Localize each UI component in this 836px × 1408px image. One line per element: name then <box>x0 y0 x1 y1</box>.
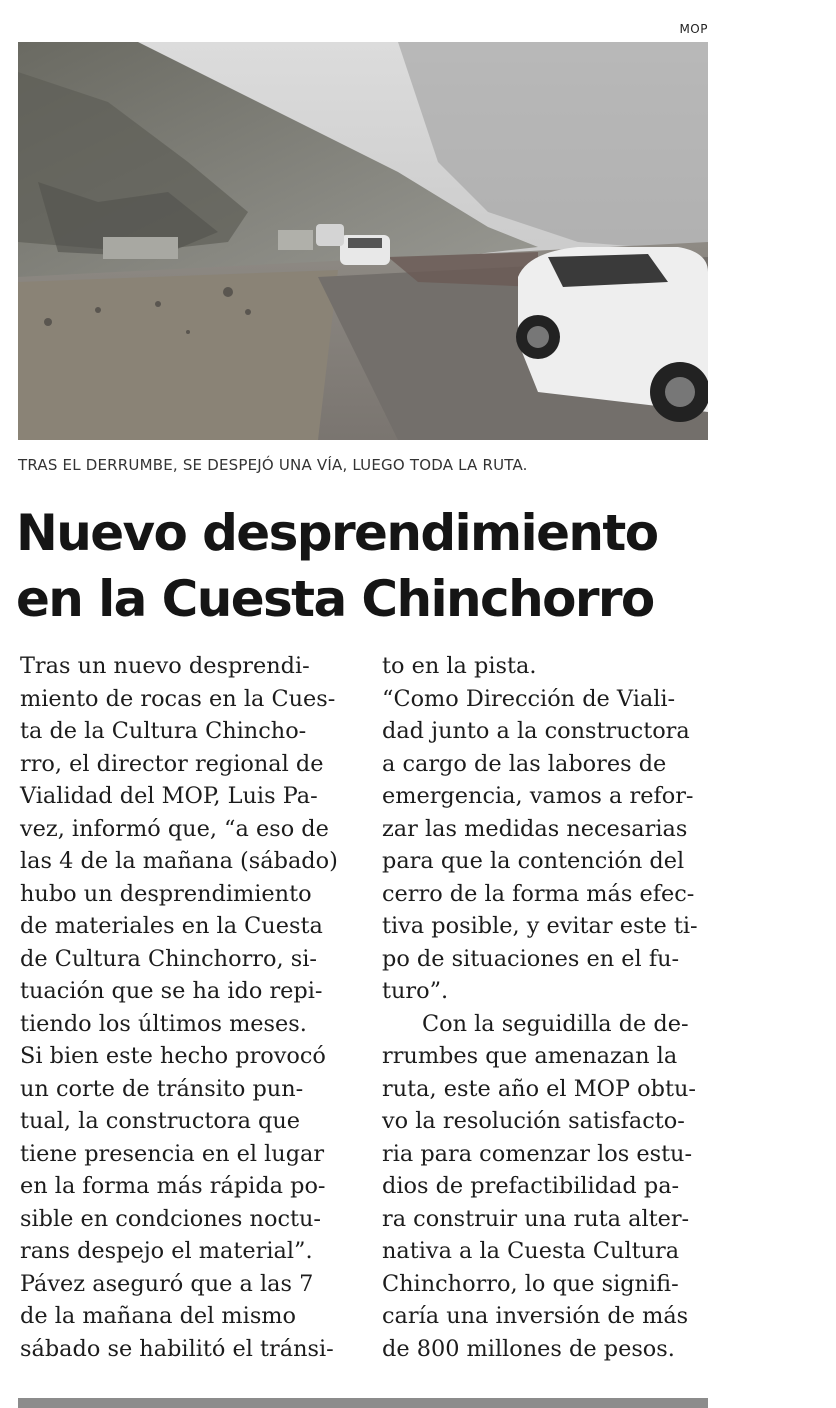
text-line: Con la seguidilla de de- <box>422 1010 689 1037</box>
headline <box>16 500 716 632</box>
text-line: ta de la Cultura Chincho- <box>20 718 307 744</box>
article-photo <box>18 42 708 440</box>
headline-line-2: en la Cuesta Chinchorro <box>16 570 654 628</box>
text-line: nativa a la Cuesta Cultura <box>382 1238 680 1264</box>
text-line: tuación que se ha ido repi- <box>20 978 323 1004</box>
text-line: para que la contención del <box>382 848 685 874</box>
text-line: las 4 de la mañana (sábado) <box>20 848 338 874</box>
text-line: dad junto a la constructora <box>382 718 690 744</box>
text-line: de materiales en la Cuesta <box>20 913 323 939</box>
text-line: emergencia, vamos a refor- <box>382 783 694 809</box>
text-line: caría una inversión de más <box>382 1303 689 1329</box>
text-line: Tras un nuevo desprendi- <box>20 653 310 679</box>
text-line: de 800 millones de pesos. <box>382 1335 675 1362</box>
text-line: ria para comenzar los estu- <box>382 1140 693 1167</box>
text-line: turo”. <box>382 978 449 1004</box>
text-line: tiendo los últimos meses. <box>20 1010 307 1037</box>
text-line: de Cultura Chinchorro, si- <box>20 945 317 972</box>
text-line: zar las medidas necesarias <box>382 815 688 842</box>
headline-line-1: Nuevo desprendimiento <box>16 504 658 562</box>
text-line: miento de rocas en la Cues- <box>20 685 336 712</box>
text-line: to en la pista. <box>382 653 537 679</box>
text-line: tual, la constructora que <box>20 1108 301 1134</box>
text-line: dios de prefactibilidad pa- <box>382 1173 680 1199</box>
body-column-right <box>382 650 712 1365</box>
text-line: hubo un desprendimiento <box>20 880 312 907</box>
text-line: a cargo de las labores de <box>382 750 667 777</box>
text-line: vez, informó que, “a eso de <box>20 815 329 842</box>
text-line: rrumbes que amenazan la <box>382 1043 678 1069</box>
text-line: un corte de tránsito pun- <box>20 1075 304 1102</box>
text-line: ruta, este año el MOP obtu- <box>382 1075 696 1102</box>
paragraph-quote <box>382 650 712 1008</box>
text-line: de la mañana del mismo <box>20 1303 297 1329</box>
text-line: rro, el director regional de <box>20 750 324 777</box>
text-line: po de situaciones en el fu- <box>382 945 680 972</box>
paragraph-investment <box>382 1008 712 1366</box>
text-line: ra construir una ruta alter- <box>382 1205 690 1232</box>
text-line: tiva posible, y evitar este ti- <box>382 913 698 939</box>
landslide-road-image <box>18 42 708 440</box>
text-line: “Como Dirección de Viali- <box>382 685 676 712</box>
text-line: sible en condciones noctu- <box>20 1205 321 1232</box>
text-line: tiene presencia en el lugar <box>20 1140 325 1167</box>
body-column-left <box>20 650 350 1365</box>
text-line: sábado se habilitó el tránsi- <box>20 1335 334 1362</box>
text-line: Chinchorro, lo que signifi- <box>382 1270 679 1297</box>
bottom-divider-bar <box>18 1398 708 1408</box>
text-line: en la forma más rápida po- <box>20 1173 326 1199</box>
text-line: rans despejo el material”. <box>20 1238 313 1264</box>
photo-credit: MOP <box>679 22 708 36</box>
text-line: Pávez aseguró que a las 7 <box>20 1270 314 1297</box>
text-line: Si bien este hecho provocó <box>20 1043 326 1069</box>
photo-caption: TRAS EL DERRUMBE, SE DESPEJÓ UNA VÍA, LUEGO TODA LA RUTA. <box>18 456 528 474</box>
text-line: Vialidad del MOP, Luis Pa- <box>20 783 318 809</box>
text-line: cerro de la forma más efec- <box>382 880 695 907</box>
text-line: vo la resolución satisfacto- <box>382 1108 685 1134</box>
